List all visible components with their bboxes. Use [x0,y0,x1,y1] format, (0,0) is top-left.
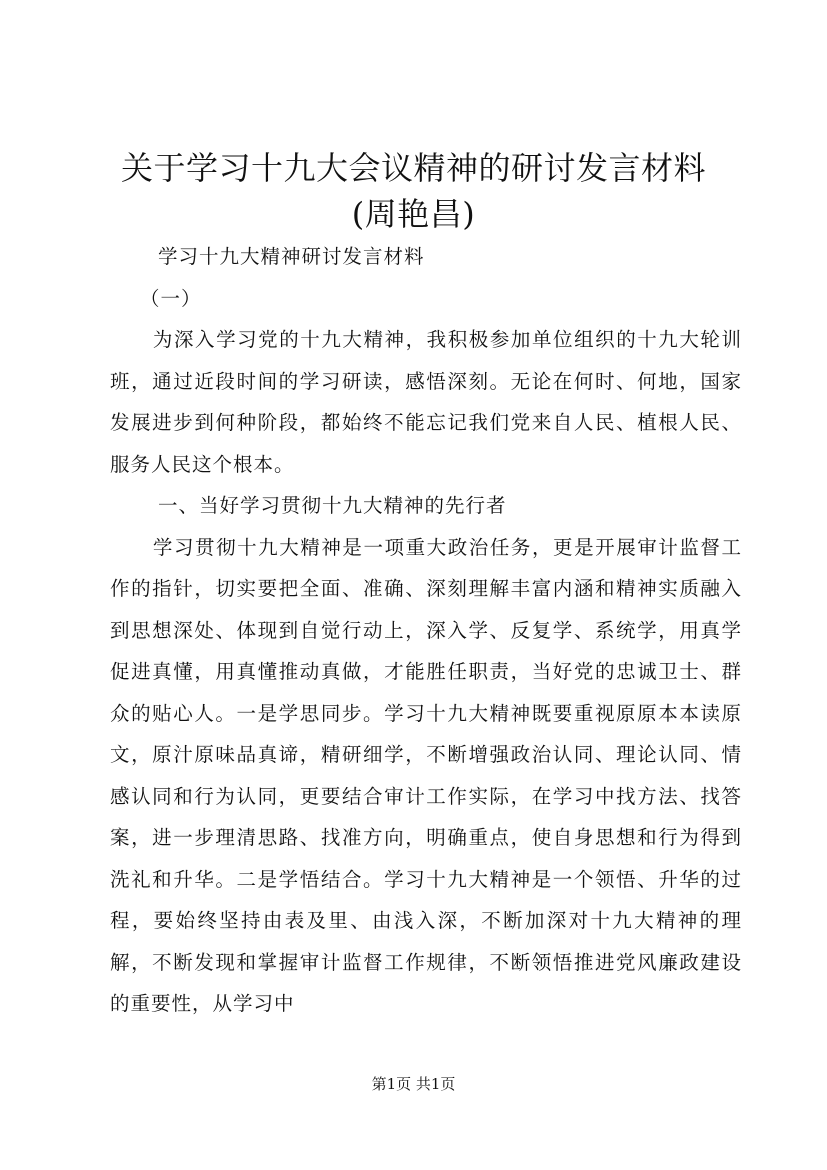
section-number-paragraph: （一） [140,286,202,310]
document-title: 关于学习十九大会议精神的研讨发言材料(周艳昌) [120,149,706,233]
body-paragraph: 学习贯彻十九大精神是一项重大政治任务，更是开展审计监督工作的指针，切实要把全面、准确、深刻理解丰富内涵和精神实质融入到思想深处、体现到自觉行动上，深入学、反复学、系统学，用真学促进真懂，用真懂推动真做，才能胜任职责，当好党的忠诚卫士、群众的贴心人。一是学思同步。学习十九大精神既要重视原原本本读原文，原汁原味品真谛，精研细学，不断增强政治认同、理论认同、情感认同和行为认同，更要结合审计工作实际，在学习中找方法、找答案，进一步理清思路、找准方向，明确重点，使自身思想和行为得到洗礼和升华。二是学悟结合。学习十九大精神是一个领悟、升华的过程，要始终坚持由表及里、由浅入深，不断加深对十九大精神的理解，不断发现和掌握审计监督工作规律，不断领悟推进党风廉政建设的重要性，从学习中 [110,535,742,1015]
subtitle-paragraph: 学习十九大精神研讨发言材料 [158,245,425,268]
section-heading-paragraph: 一、当好学习贯彻十九大精神的先行者 [158,494,507,517]
page-footer: 第1页 共1页 [371,1075,456,1093]
document-body [110,236,742,1025]
intro-paragraph: 为深入学习党的十九大精神，我积极参加单位组织的十九大轮训班，通过近段时间的学习研读，感悟深刻。无论在何时、何地，国家发展进步到何种阶段，都始终不能忘记我们党来自人民、植根人民、服务人民这个根本。 [110,328,742,476]
